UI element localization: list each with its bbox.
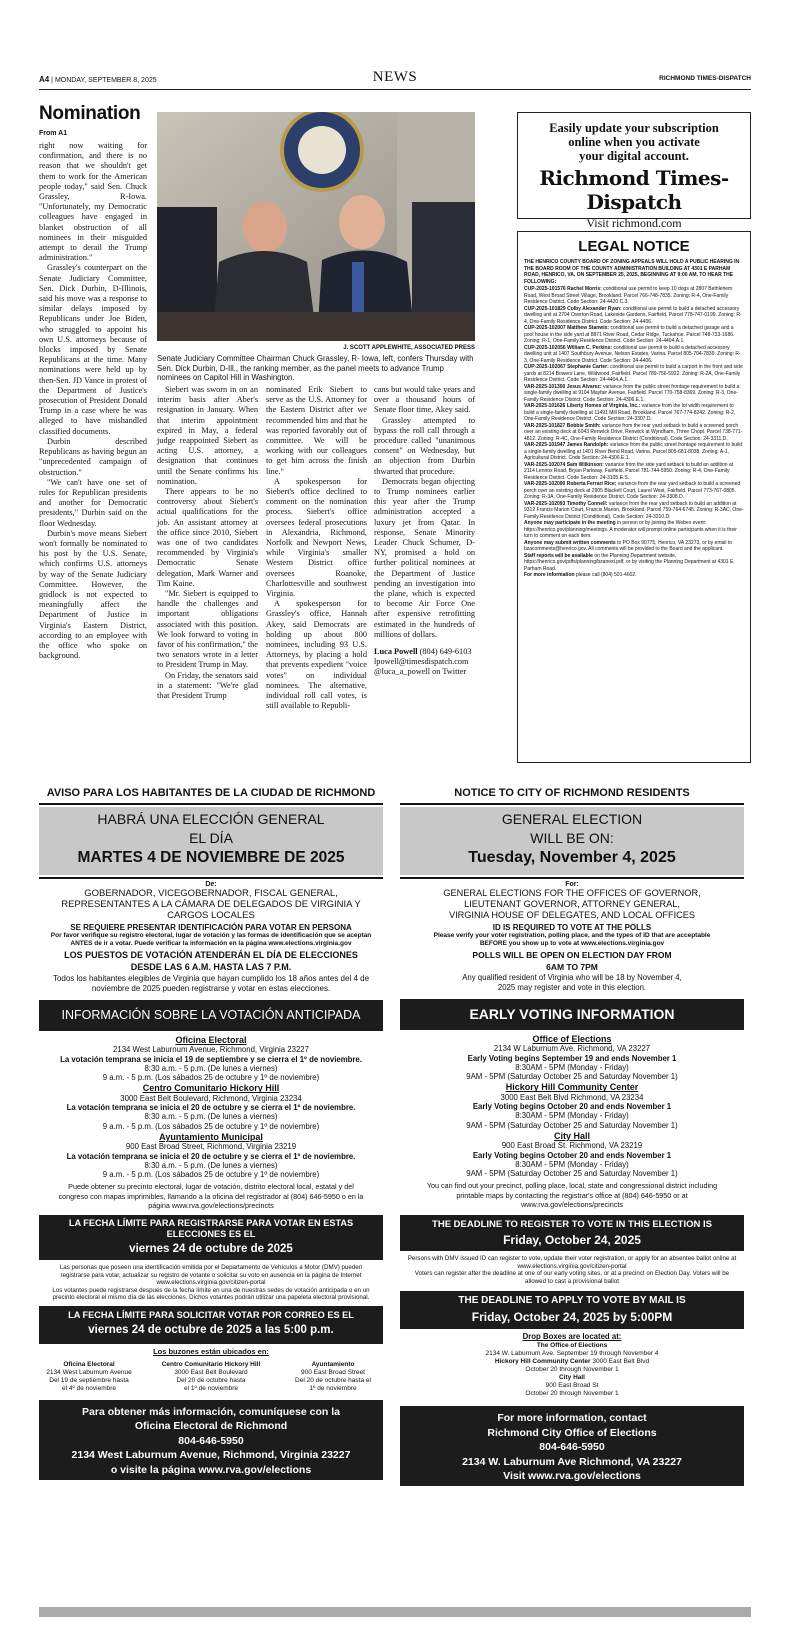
paragraph: Durbin described Republicans as having begun an "unprecedented campaign of obstruction." — [39, 436, 147, 477]
legal-item-text: please call (804) 501-4602. — [575, 572, 637, 578]
offices-line: GENERAL ELECTIONS FOR THE OFFICES OF GOVERNOR, — [443, 888, 701, 898]
drop-box — [39, 1361, 139, 1393]
legal-item-key: Anyone may submit written comments — [524, 539, 616, 546]
contact-website[interactable]: o visite la página www.rva.gov/elections — [110, 1463, 312, 1476]
spanish-early-locations — [39, 1036, 383, 1211]
byline-phone: (804) 649-6103 — [419, 647, 472, 657]
drop-box — [146, 1361, 276, 1393]
english-notice — [400, 787, 744, 1486]
article-column-3 — [266, 385, 367, 712]
location-hours: 9 a.m. - 5 p.m. (Los sábados 25 de octubre y 1º de noviembre) — [102, 1073, 320, 1083]
bottom-rule — [39, 1607, 751, 1617]
promo-site[interactable]: Visit richmond.com — [586, 216, 682, 230]
photo-illustration — [157, 112, 475, 341]
paragraph: Democrats began objecting to Trump nominees earlier this year after the Trump administration accepted a luxury jet from Qatar. In response, Senate Minority Leader Chuck Schumer, D-NY, promised a hold on further political nominees at the Department of Justice pending an investigation into the plane, which is expected to become Air Force One after expensive retrofitting estimated in the hundreds of millions of dollars. — [374, 476, 475, 639]
paragraph: "We can't have one set of rules for Republican presidents and another for Democratic presidents," Durbin said on the floor Wednesday. — [39, 477, 147, 528]
article-headline: Nomination — [39, 103, 141, 124]
byline-twitter[interactable]: @luca_a_powell on Twitter — [374, 667, 467, 677]
photo-credit: J. SCOTT APPLEWHITE, ASSOCIATED PRESS — [343, 345, 475, 351]
brand-logo: Richmond Times-Dispatch — [539, 166, 729, 214]
deadline-label: LA FECHA LÍMITE PARA SOLICITAR VOTAR POR CORREO ES EL — [68, 1309, 354, 1320]
english-mail-deadline — [400, 1291, 744, 1329]
news-photo — [157, 112, 475, 341]
poll-hours: POLLS WILL BE OPEN ON ELECTION DAY FROM — [472, 950, 672, 960]
legal-item-key: CUP-2025-101576 Rachel Morris: — [524, 286, 602, 292]
english-drop-boxes — [400, 1332, 744, 1398]
legal-item-text: variance from the lot width requirement to build a single-family dwelling at 11491 Mill Road, Brookland. Parcel 767-774-8242. Zoning: R-2, One-Family Residence District. Code Section: 24-3307.D. — [524, 403, 736, 422]
drop-box-address: 3000 East Belt Blvd — [592, 1358, 650, 1366]
contact-line: Richmond City Office of Elections — [487, 1426, 657, 1439]
location-address: 3000 East Belt Boulevard, Richmond, Virginia 23234 — [120, 1093, 302, 1103]
paragraph: On Friday, the senators said in a statement: "We're glad that President Trump — [157, 670, 258, 701]
label: For: — [565, 881, 579, 888]
location-address: 900 East Broad St. Richmond, VA 23219 — [501, 1141, 643, 1151]
legal-item-text: variance from the side yard setback to build an addition at 2114 Lennox Road, Bryan Parkway, Fairfield. Parcel 781-744-5950. Zoning: R-4, One-Family Residence District. Code Section: 24-3105.E.S. — [524, 461, 734, 481]
legal-notice — [517, 231, 751, 763]
legal-item-key: VAR-2025-102093 Timothy Connell: — [524, 500, 608, 507]
drop-box — [283, 1361, 383, 1393]
legal-item — [524, 442, 744, 462]
location-address: 2134 West Laburnum Avenue, Richmond, Virginia 23227 — [113, 1045, 309, 1055]
id-requirement: ID IS REQUIRED TO VOTE AT THE POLLS — [492, 923, 652, 932]
legal-item-key: CUP-2025-102007 Matthew Stanwix: — [524, 325, 610, 331]
spanish-top-title: AVISO PARA LOS HABITANTES DE LA CIUDAD DE RICHMOND — [39, 787, 383, 805]
page-number: A4 — [39, 75, 50, 84]
legal-item-text: to PO Box 90775, Henrico, VA 23273, or by email to bzacomments@henrico.gov. All comments will be provided to the Board and the applicant. — [524, 539, 733, 552]
article-column-1 — [39, 141, 147, 661]
legal-intro: THE HENRICO COUNTY BOARD OF ZONING APPEALS WILL HOLD A PUBLIC HEARING IN THE BOARD ROOM OF THE COUNTY ADMINISTRATION BUILDING AT 4301 E PARHAM ROAD, HENRICO, VA, ON SEPTEMBER 25, 2025, BEGINNING AT 9:00 AM, TO HEAR THE FOLLOWING: — [524, 259, 740, 285]
paper-name: RICHMOND TIMES-DISPATCH — [659, 75, 751, 82]
byline-email[interactable]: lpowell@timesdispatch.com — [374, 657, 469, 667]
contact-line: For more information, contact — [497, 1412, 647, 1425]
paragraph: A spokesperson for Grassley's office, Hannah Akey, said Democrats are holding up about 800 nominees, including 93 U.S. Attorneys, by placing a hold that prevents expedient "voice votes" on individual nominees. The alternative, individual roll call votes, is still available to Republi- — [266, 599, 367, 711]
legal-item-key: For more information — [524, 572, 575, 578]
legal-item — [524, 553, 744, 573]
english-top-title: NOTICE TO CITY OF RICHMOND RESIDENTS — [400, 787, 744, 805]
contact-phone[interactable]: 804-646-5950 — [178, 1434, 244, 1447]
english-election-date-box — [400, 807, 744, 875]
location-hours: 9 a.m. - 5 p.m. (Los sábados 25 de octubre y 1º de noviembre) — [102, 1170, 320, 1180]
drop-box-dates: October 20 through November 1 — [525, 1366, 619, 1374]
legal-item-text: variance from the public street frontage requirement to build a single-family dwelling at 1401 River Bend Road, Varina. Parcel 805-681-8038. Zoning: A-1, Agricultural District. Code Section: 24-4306.E.1. — [524, 442, 743, 461]
precinct-note: Puede obtener su precinto electoral, lugar de votación, distrito electoral local, estatal y del congreso con mapas imprimibles, llamando a la oficina del registrador al (804) 646-5950 o en la página www.rva.gov/elections/precincts — [58, 1182, 364, 1211]
legal-item-key: CUP-2025-102067 Stephanie Carter: — [524, 364, 609, 370]
paragraph: "Mr. Siebert is equipped to handle the challenges and important obligations associated with this position. We look forward to voting in favor of his confirmation," the two senators wrote in a letter to President Trump in May. — [157, 589, 258, 670]
election-line: EL DÍA — [189, 830, 233, 846]
deadline-date: viernes 24 de octubre de 2025 — [129, 1242, 293, 1255]
legal-item-text: variance from the public street frontage requirement to build a single-family dwelling at 9104 Mayfair Avenue, Fairfield. Parcel 770-758-8369. Zoning: R-3, One-Family Residence District. Code Section: 24-4306.E.1. — [524, 383, 740, 403]
spanish-notice — [39, 787, 383, 1480]
legal-item — [524, 384, 744, 404]
location-hours: 9 a.m. - 5 p.m. (Los sábados 25 de octubre y 1º de noviembre) — [102, 1121, 320, 1131]
precinct-note: You can find out your precinct, polling place, local, state and congressional district including printable maps by contacting the registrar's office at (804) 646-5950 or at www.rva.gov/elections/precincts — [426, 1181, 718, 1210]
legal-item — [524, 520, 744, 540]
paragraph: Grassley attempted to bypass the roll call through a procedure called "unanimous consent" on Wednesday, but an objection from Durbin thwarted that procedure. — [374, 415, 475, 476]
location-hours: 9AM - 5PM (Saturday October 25 and Saturday November 1) — [466, 1072, 678, 1082]
drop-box-name: Hickory Hill Community Center — [494, 1358, 591, 1366]
drop-box-address: 900 East Broad Street — [301, 1368, 365, 1376]
location-name: Hickory Hill Community Center — [505, 1082, 639, 1093]
paragraph: right now waiting for confirmation, and there is no reason that we shouldn't get them to work for the American people today," said Sen. Chuck Grassley, R-Iowa. "Unfortunately, my Democratic colleagues have engaged in blanket obstruction of all nominees in their misguided attempt to derail the Trump administration." — [39, 141, 147, 263]
legal-item-text: variance from the rear yard setback to build an addition at 9312 Francis Marion Court, Francis Marion, Brookland. Parcel 759-764-6745. Zoning: R-3AC, One-Family Residence District (Conditional). Code Section: 24-3310.D. — [524, 500, 744, 520]
spanish-registration-deadline — [39, 1215, 383, 1260]
verify-note: Please verify your voter registration, polling place, and the types of ID that are acceptable — [433, 932, 711, 939]
legal-items — [524, 286, 744, 579]
contact-address: 2134 W. Laburnum Ave Richmond, VA 23227 — [462, 1455, 682, 1468]
legal-item-key: CUP-2025-101829 Colby Alexander Ryan: — [524, 305, 622, 312]
location-name: Oficina Electoral — [175, 1035, 247, 1045]
subscription-promo[interactable] — [517, 112, 751, 230]
location-dates: La votación temprana se inicia el 20 de octubre y se cierra el 1º de noviembre. — [66, 1151, 356, 1161]
drop-box-name: Oficina Electoral — [63, 1360, 115, 1368]
drop-box-dates: October 20 through November 1 — [525, 1390, 619, 1398]
legal-item-text: in person or by joining the Webex event: https://henrico.gov/planning/meetings. A moderator will prompt online participants when it is their turn to comment on each item. — [524, 520, 737, 539]
deadline-label: THE DEADLINE TO REGISTER TO VOTE IN THIS ELECTION IS — [432, 1218, 712, 1230]
spanish-dmv-note — [39, 1264, 383, 1302]
legal-item — [524, 306, 744, 326]
location-hours: 8:30AM - 5PM (Monday - Friday) — [515, 1159, 629, 1169]
page-folio: A4 | MONDAY, SEPTEMBER 8, 2025 — [39, 75, 157, 84]
location-dates: La votación temprana se inicia el 19 de septiembre y se cierra el 1º de noviembre. — [60, 1054, 362, 1064]
jump-line: From A1 — [39, 130, 68, 137]
english-early-voting-title: EARLY VOTING INFORMATION — [400, 999, 744, 1030]
deadline-date: Friday, October 24, 2025 — [503, 1232, 641, 1247]
legal-item — [524, 403, 744, 423]
drop-box-name: Ayuntamiento — [311, 1360, 355, 1368]
legal-item — [524, 325, 744, 345]
location-dates: Early Voting begins September 19 and ends November 1 — [467, 1053, 677, 1063]
verify-note: BEFORE you show up to vote at www.elections.virginia.gov — [479, 940, 665, 947]
drop-box-dates: 2134 W. Laburnum Ave. September 19 through November 4 — [485, 1350, 659, 1358]
late-registration-note: Voters can register after the deadline at one of our early voting sites, or at a precinct on Election Day. Voters will be allowed to cast a provisional ballot — [414, 1270, 730, 1285]
dmv-note: Persons with DMV issued ID can register to vote, update their voter registration, or apply for an absentee ballot online at www.elections.virginia.gov/citizen-portal — [407, 1254, 737, 1270]
legal-item-text: variance from the rear yard setback to build a screened porch over an existing deck at 6043 Renwick Drive, Renwick at Wyndham, Three Chopt. Parcel 738-771-4812. Zoning: R-4C, One-Family Residence District (Conditional). Code Section: 24-3311.D. — [524, 422, 743, 442]
legal-item-key: Anyone may participate in the meeting — [524, 520, 616, 526]
page-date: MONDAY, SEPTEMBER 8, 2025 — [54, 77, 157, 84]
paragraph: Siebert was sworn in on an interim basis after Aber's resignation in January. When that interim appointment expired in May, a federal judge reappointed Siebert as acting U.S. attorney, a designation that continues until the Senate confirms his nomination. — [157, 385, 258, 486]
location-hours: 8:30 a.m. - 5 p.m. (De lunes a viernes) — [144, 1160, 278, 1170]
photo-caption: Senate Judiciary Committee Chairman Chuck Grassley, R- Iowa, left, confers Thursday with Sen. Dick Durbin, D-Ill., the ranking member, as the panel meets to advance Trump nominees on Capitol Hill in Washington. — [157, 354, 474, 382]
offices-line: GOBERNADOR, VICEGOBERNADOR, FISCAL GENERAL, — [84, 888, 338, 899]
location-hours: 8:30 a.m. - 5 p.m. (De lunes a viernes) — [144, 1112, 278, 1122]
dmv-note: Las personas que poseen una identificación emitida por el Departamento de Vehículos a Motor (DMV) pueden registrarse para votar, actualizar su registro de votante o solicitar su voto en ausencia en la página de Internet www.elections.virginia.gov/citizen-portal — [59, 1263, 363, 1287]
legal-item-key: VAR-2025-102074 Sam Wilkinson: — [524, 461, 604, 468]
english-offices — [400, 877, 744, 993]
legal-item — [524, 364, 744, 384]
offices-line: REPRESENTANTES A LA CÁMARA DE DELEGADOS DE VIRGINIA Y — [61, 899, 361, 910]
location-address: 3000 East Belt Blvd Richmond, VA 23234 — [500, 1092, 644, 1102]
legal-item-key: VAR-2025-101827 Bobbie Smith: — [524, 422, 601, 429]
spanish-mail-deadline — [39, 1306, 383, 1344]
legal-item — [524, 345, 744, 365]
drop-box-dates: Del 20 de octubre hasta — [176, 1376, 246, 1384]
promo-line: your digital account. — [579, 149, 689, 163]
legal-item-text: on the Planning Department website, https://henrico.gov/pdfs/planning/bzanext.pdf, or by visiting the Planning Department at 4301 E. Parham Road. — [524, 552, 735, 572]
drop-box-title: Los buzones están ubicados en: — [153, 1346, 269, 1356]
location-hours: 8:30AM - 5PM (Monday - Friday) — [515, 1062, 629, 1072]
paragraph: Grassley's counterpart on the Senate Judiciary Committee, Sen. Dick Durbin, D-Illinois, said his move was a response to similar delays imposed by Republicans under Joe Biden, who struggled to appoint his own U.S. attorneys because of blocks imposed by Senate Republicans at the time. Many nominations were held up by then-Sen. JD Vance in protest of the Department of Justice's prosecution of President Donald Trump in a case where he was alleged to have mishandled classified documents. — [39, 263, 147, 436]
offices-line: LIEUTENANT GOVERNOR, ATTORNEY GENERAL, — [464, 899, 680, 909]
legal-body — [524, 259, 744, 579]
legal-item — [524, 423, 744, 443]
election-notices — [39, 787, 751, 1599]
election-date: Tuesday, November 4, 2025 — [468, 849, 676, 866]
contact-line: Oficina Electoral de Richmond — [134, 1420, 288, 1433]
legal-item — [524, 501, 744, 521]
article-column-2 — [157, 385, 258, 701]
legal-item-key: VAR-2025-101626 Liberty Homes of Virginia, Inc.: — [524, 403, 641, 409]
paragraph: There appears to be no controversy about Siebert's actual qualifications for the job. An assistant attorney at the office since 2010, Siebert was one of two candidates recommended by Virginia's Democratic Senate delegation, Mark Warner and Tim Kaine. — [157, 487, 258, 588]
location-dates: Early Voting begins October 20 and ends November 1 — [472, 1150, 672, 1160]
drop-box-dates: el 1º de noviembre — [183, 1384, 239, 1392]
legal-item-text: conditional use permit to build a detached accessory dwelling unit at 2704 Overton Road, Lakeside Gardens, Fairfield. Parcel 778-747-0199. Zoning: R-4, One-Family Residence District. Code Section: 24-4406. — [524, 305, 742, 325]
legal-item — [524, 481, 744, 501]
legal-item-text: variance from the rear yard setback to build a screened porch over an existing deck at 2905 Blackell Court, Laurel West, Fairfield. Parcel 773-767-0805. Zoning: R-3A, One-Family Residence District. Code Section: 24-3308.D. — [524, 481, 741, 500]
location-hours: 9AM - 5PM (Saturday October 25 and Saturday November 1) — [466, 1169, 678, 1179]
promo-line: Easily update your subscription — [549, 121, 719, 135]
byline — [374, 647, 475, 678]
location-name: Centro Comunitario Hickory Hill — [142, 1083, 280, 1094]
poll-hours: LOS PUESTOS DE VOTACIÓN ATENDERÁN EL DÍA DE ELECCIONES — [64, 950, 358, 960]
contact-address: 2134 West Laburnum Avenue, Richmond, Virginia 23227 — [71, 1449, 351, 1462]
location-name: City Hall — [553, 1130, 590, 1141]
spanish-early-voting-title: INFORMACIÓN SOBRE LA VOTACIÓN ANTICIPADA — [39, 1000, 383, 1031]
english-early-locations — [400, 1035, 744, 1210]
late-registration-note: Los votantes puede registrarse después de la fecha límite en una de nuestras sedes de votación anticipada o en un precinto electoral el mismo día de las elecciones. Dichos votantes podrán utilizar una papeleta electoral provisional. — [52, 1286, 370, 1302]
drop-box-address: 3000 East Belt Boulevard — [174, 1368, 248, 1376]
english-registration-deadline — [400, 1215, 744, 1251]
english-contact-box — [400, 1406, 744, 1486]
drop-box-name: Centro Comunitario Hickory Hill — [161, 1360, 261, 1368]
drop-box-address: 900 East Broad St — [545, 1382, 599, 1390]
spanish-contact-box — [39, 1400, 383, 1480]
poll-hours: 6AM TO 7PM — [546, 962, 598, 972]
legal-item-key: VAR-2025-101300 Jesus Alvarez: — [524, 383, 602, 390]
location-name: Ayuntamiento Municipal — [159, 1131, 263, 1142]
location-dates: La votación temprana se inicia el 20 de octubre y se cierra el 1º de noviembre. — [66, 1103, 356, 1113]
location-name: Office of Elections — [532, 1034, 612, 1044]
deadline-date: viernes 24 de octubre de 2025 a las 5:00 p.m. — [88, 1323, 334, 1336]
spanish-election-date-box — [39, 807, 383, 875]
deadline-date: Friday, October 24, 2025 by 5:00PM — [471, 1310, 673, 1325]
drop-box-title: Drop Boxes are located at: — [522, 1332, 622, 1342]
english-dmv-note — [400, 1255, 744, 1285]
location-hours: 9AM - 5PM (Saturday October 25 and Saturday November 1) — [466, 1120, 678, 1130]
drop-box-dates: Del 20 de octubre hasta el — [295, 1376, 371, 1384]
legal-item-text: conditional use permit to build a detached accessory dwelling unit at 1407 Southbury Avenue, Nelson Estates, Varina. Parcel 805-704-7839. Zoning: R-3, One-Family Residence District. Code Section: 24-4406. — [524, 344, 741, 364]
drop-box-dates: el 4º de noviembre — [61, 1384, 117, 1392]
id-requirement: SE REQUIERE PRESENTAR IDENTIFICACIÓN PARA VOTAR EN PERSONA — [70, 923, 352, 932]
promo-line: online when you activate — [568, 135, 700, 149]
election-line: WILL BE ON: — [530, 830, 614, 846]
location-hours: 8:30 a.m. - 5 p.m. (De lunes a viernes) — [144, 1063, 278, 1073]
byline-name: Luca Powell — [374, 647, 418, 657]
poll-hours: DESDE LAS 6 A.M. HASTA LAS 7 P.M. — [130, 962, 292, 972]
paragraph: Durbin's move means Siebert won't formally be nominated to his post by the U.S. Senate, which confirms U.S. attorneys by way of the Senate Judiciary Committee. However, the gridlock is not expected to meaningfully affect the Department of Justice in Virginia's Eastern District, according to an employee with the office who spoke on background. — [39, 528, 147, 661]
legal-item-text: conditional use permit to build a detached garage and a pool house in the side yard at 8871 River Road, Cedar Ridge, Tuckahoe. Parcel 748-733-1686. Zoning: R-1, One-Family Residence District. Code Section: 24-4404.A.1. — [524, 325, 735, 344]
contact-phone[interactable]: 804-646-5950 — [539, 1441, 605, 1454]
article-column-4 — [374, 385, 475, 678]
offices-line: CARGOS LOCALES — [167, 910, 255, 921]
legal-item-key: VAR-2025-102090 Roberta Ferrari Rice: — [524, 481, 617, 487]
eligibility-note: Todos los habitantes elegibles de Virginia que hayan cumplido los 18 años antes del 4 de noviembre de 2025 pueden registrarse y votar en estas elecciones. — [52, 974, 370, 993]
legal-item — [524, 462, 744, 482]
location-dates: Early Voting begins October 20 and ends November 1 — [472, 1102, 672, 1112]
location-address: 900 East Broad Street, Richmond, Virginia 23219 — [125, 1142, 297, 1152]
paragraph: nominated Erik Siebert to serve as the U.S. Attorney for the Eastern District after we recommended him and that he was reported favorably out of committee. We will be working with our colleagues to get him across the finish line." — [266, 385, 367, 476]
drop-box-name: The Office of Elections — [536, 1342, 608, 1350]
location-address: 2134 W Laburnum Ave. Richmond, VA 23227 — [493, 1044, 651, 1054]
legal-item — [524, 286, 744, 306]
legal-item-key: CUP-2025-102056 William C. Perkins: — [524, 344, 613, 351]
legal-item — [524, 572, 744, 579]
contact-website[interactable]: Visit www.rva.gov/elections — [503, 1470, 641, 1483]
spanish-drop-boxes — [39, 1347, 383, 1393]
legal-item-text: conditional use permit to keep 10 dogs at 2807 Bethlehem Road, West Broad Street Village, Brookland. Parcel 766-748-7835. Zoning: R-4, One-Family Residence District. Code Section: 24-4420.C.3. — [524, 286, 733, 305]
spanish-offices — [39, 877, 383, 993]
election-line: GENERAL ELECTION — [501, 811, 643, 827]
drop-box-name: City Hall — [558, 1374, 585, 1382]
deadline-label: THE DEADLINE TO APPLY TO VOTE BY MAIL IS — [458, 1295, 686, 1307]
drop-box-dates: 1º de noviembre — [309, 1384, 357, 1392]
election-date: MARTES 4 DE NOVIEMBRE DE 2025 — [77, 849, 345, 866]
drop-box-address: 2134 West Laburnum Avenue — [46, 1368, 132, 1376]
legal-item — [524, 540, 744, 553]
legal-item-key: Staff reports will be available — [524, 552, 593, 559]
election-line: HABRÁ UNA ELECCIÓN GENERAL — [97, 811, 325, 827]
legal-title: LEGAL NOTICE — [578, 238, 690, 255]
legal-item-key: VAR-2025-101947 James Randolph: — [524, 442, 609, 448]
contact-line: Para obtener más información, comuníquese con la — [82, 1405, 340, 1418]
location-hours: 8:30AM - 5PM (Monday - Friday) — [515, 1111, 629, 1121]
legal-item-text: conditional use permit to build a carport in the front and side yards at 8214 Bowers Lane, Wildwood, Fairfield. Parcel 789-756-5922. Zoning: R-2A, One-Family Residence District. Code Section: 24-4404.A.1. — [524, 364, 743, 383]
label: De: — [205, 881, 217, 888]
eligibility-note: Any qualified resident of Virginia who will be 18 by November 4, — [462, 973, 682, 982]
paragraph: cans but would take years and over a thousand hours of Senate floor time, Akey said. — [374, 385, 475, 415]
offices-line: VIRGINIA HOUSE OF DELEGATES, AND LOCAL OFFICES — [448, 910, 696, 920]
drop-box-dates: Del 19 de septiembre hasta — [49, 1376, 129, 1384]
page-header — [39, 69, 751, 90]
paragraph: A spokesperson for Siebert's office declined to comment on the nomination process. Siebert's office oversees federal prosecutions in Alexandria, Richmond, Norfolk and Newport News, while Virginia's smaller Western District office oversees Roanoke, Charlottesville and southwest Virginia. — [266, 476, 367, 599]
drop-box-list — [39, 1361, 383, 1393]
promo-text — [518, 121, 750, 163]
section-name: NEWS — [372, 69, 418, 85]
verify-note: Por favor verifique su registro electoral, lugar de votación y las formas de identificación que se aceptan ANTES de ir a votar. Puede verificar la información en la página www.elections.virginia.gov — [50, 932, 372, 947]
deadline-label: LA FECHA LÍMITE PARA REGISTRARSE PARA VOTAR EN ESTAS ELECCIONES ES EL — [68, 1217, 354, 1239]
eligibility-note: 2025 may register and vote in this election. — [497, 983, 647, 992]
